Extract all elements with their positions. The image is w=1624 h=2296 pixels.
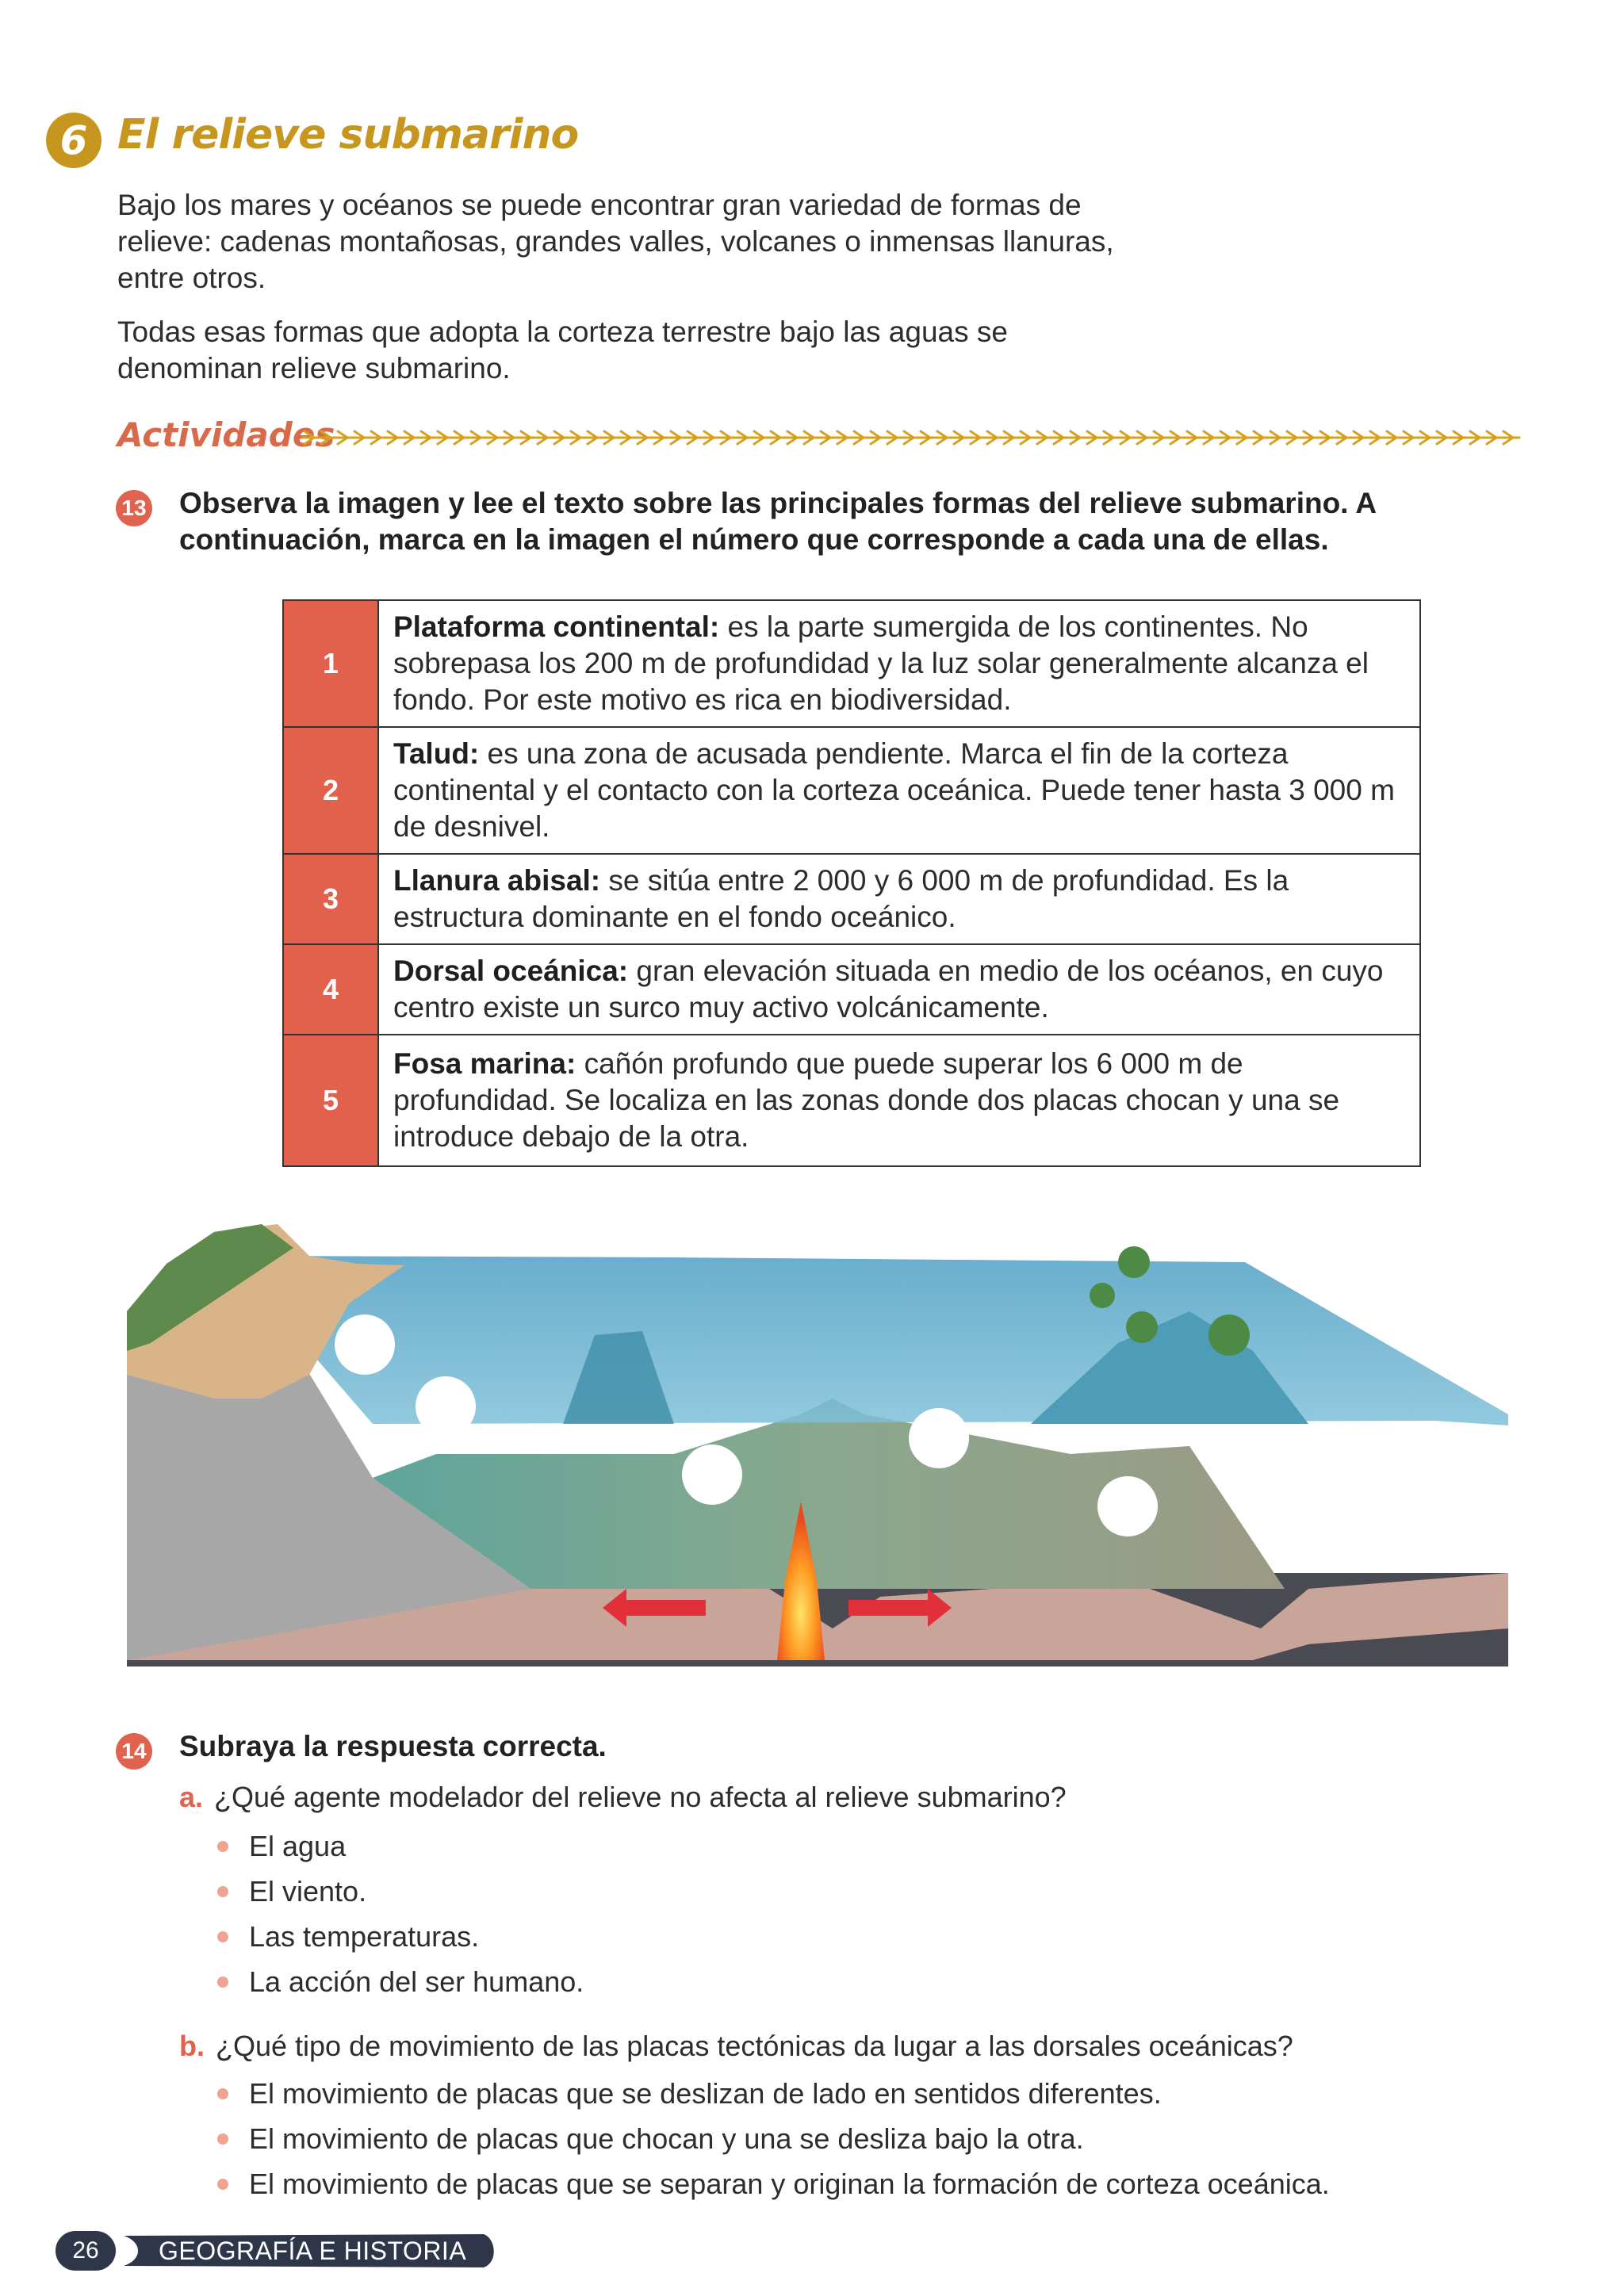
- row-number: 1: [283, 600, 378, 727]
- row-definition: [378, 727, 1420, 854]
- table-row: [283, 727, 1420, 854]
- table-row: [283, 600, 1420, 727]
- question-a: [179, 1779, 1067, 1816]
- term: Talud:: [393, 737, 480, 770]
- question-letter: b.: [179, 2030, 205, 2062]
- question-b: [179, 2028, 1293, 2064]
- answer-option[interactable]: [214, 1823, 584, 1869]
- term: Fosa marina:: [393, 1047, 576, 1080]
- term: Llanura abisal:: [393, 864, 601, 897]
- row-number: 3: [283, 854, 378, 944]
- section-title: El relieve submarino: [117, 111, 579, 159]
- question-text: ¿Qué agente modelador del relieve no afecta al relieve submarino?: [214, 1781, 1067, 1813]
- activity-13-question: Observa la imagen y lee el texto sobre las principales formas del relieve submarino. A continuación, marca en la imagen el número que corresponde a cada una de ellas.: [179, 487, 1376, 556]
- bullet-icon: [217, 1976, 228, 1988]
- subject-label: GEOGRAFÍA E HISTORIA: [159, 2237, 467, 2265]
- row-number: 2: [283, 727, 378, 854]
- row-definition: [378, 600, 1420, 727]
- bullet-icon: [217, 2179, 228, 2190]
- definition: es la parte sumergida de los continentes. No sobrepasa los 200 m de profundidad y la luz solar generalmente alcanza el fondo. Por este motivo es rica en biodiversidad.: [393, 610, 1369, 716]
- option-text: El agua: [249, 1830, 347, 1862]
- definition: gran elevación situada en medio de los océanos, en cuyo centro existe un surco muy activo volcánicamente.: [393, 955, 1384, 1024]
- definition: se sitúa entre 2 000 y 6 000 m de profundidad. Es la estructura dominante en el fondo oceánico.: [393, 864, 1289, 933]
- relief-definitions-table: [282, 599, 1421, 1167]
- answer-option[interactable]: [214, 1869, 584, 1914]
- term: Dorsal oceánica:: [393, 955, 629, 987]
- row-number: 5: [283, 1035, 378, 1166]
- ocean-floor-relief-diagram: [119, 1216, 1516, 1676]
- question-a-options: [214, 1823, 584, 2004]
- question-text: ¿Qué tipo de movimiento de las placas tectónicas da lugar a las dorsales oceánicas?: [216, 2030, 1293, 2062]
- row-definition: [378, 1035, 1420, 1166]
- option-text: El movimiento de placas que se deslizan de lado en sentidos diferentes.: [249, 2077, 1162, 2110]
- arrow-chain-decoration: [301, 420, 1522, 455]
- activity-13-badge: 13: [116, 490, 152, 526]
- table-row: [283, 1035, 1420, 1166]
- page-number: 26: [56, 2231, 116, 2271]
- definition: es una zona de acusada pendiente. Marca el fin de la corteza continental y el contacto con la corteza oceánica. Puede tener hasta 3 000 m de desnivel.: [393, 737, 1395, 843]
- answer-option[interactable]: [214, 2116, 1330, 2161]
- bullet-icon: [217, 2088, 228, 2099]
- row-definition: [378, 854, 1420, 944]
- term: Plataforma continental:: [393, 610, 720, 643]
- option-text: El movimiento de placas que chocan y una se desliza bajo la otra.: [249, 2122, 1084, 2155]
- bullet-icon: [217, 2133, 228, 2145]
- answer-option[interactable]: [214, 1914, 584, 1959]
- option-text: El viento.: [249, 1875, 367, 1908]
- bullet-icon: [217, 1886, 228, 1897]
- section-number-badge: 6: [46, 113, 102, 168]
- bullet-icon: [217, 1931, 228, 1942]
- option-text: La acción del ser humano.: [249, 1965, 584, 1998]
- intro-paragraph-2: Todas esas formas que adopta la corteza terrestre bajo las aguas se denominan relieve submarino.: [117, 316, 1008, 385]
- answer-option[interactable]: [214, 1959, 584, 2004]
- intro-paragraph-1: Bajo los mares y océanos se puede encontrar gran variedad de formas de relieve: cadenas montañosas, grandes valles, volcanes o inmensas llanuras, entre otros.: [117, 189, 1114, 294]
- answer-option[interactable]: [214, 2161, 1330, 2206]
- activity-14-question: Subraya la respuesta correcta.: [179, 1730, 607, 1762]
- table-row: [283, 944, 1420, 1035]
- option-text: El movimiento de placas que se separan y originan la formación de corteza oceánica.: [249, 2168, 1330, 2200]
- definition: cañón profundo que puede superar los 6 000 m de profundidad. Se localiza en las zonas donde dos placas chocan y una se introduce debajo de la otra.: [393, 1047, 1340, 1153]
- question-letter: a.: [179, 1781, 204, 1813]
- question-b-options: [214, 2071, 1330, 2206]
- option-text: Las temperaturas.: [249, 1920, 480, 1953]
- row-definition: [378, 944, 1420, 1035]
- row-number: 4: [283, 944, 378, 1035]
- answer-option[interactable]: [214, 2071, 1330, 2116]
- bullet-icon: [217, 1841, 228, 1852]
- activities-heading: Actividades: [117, 415, 335, 454]
- table-row: [283, 854, 1420, 944]
- activity-14-badge: 14: [116, 1733, 152, 1770]
